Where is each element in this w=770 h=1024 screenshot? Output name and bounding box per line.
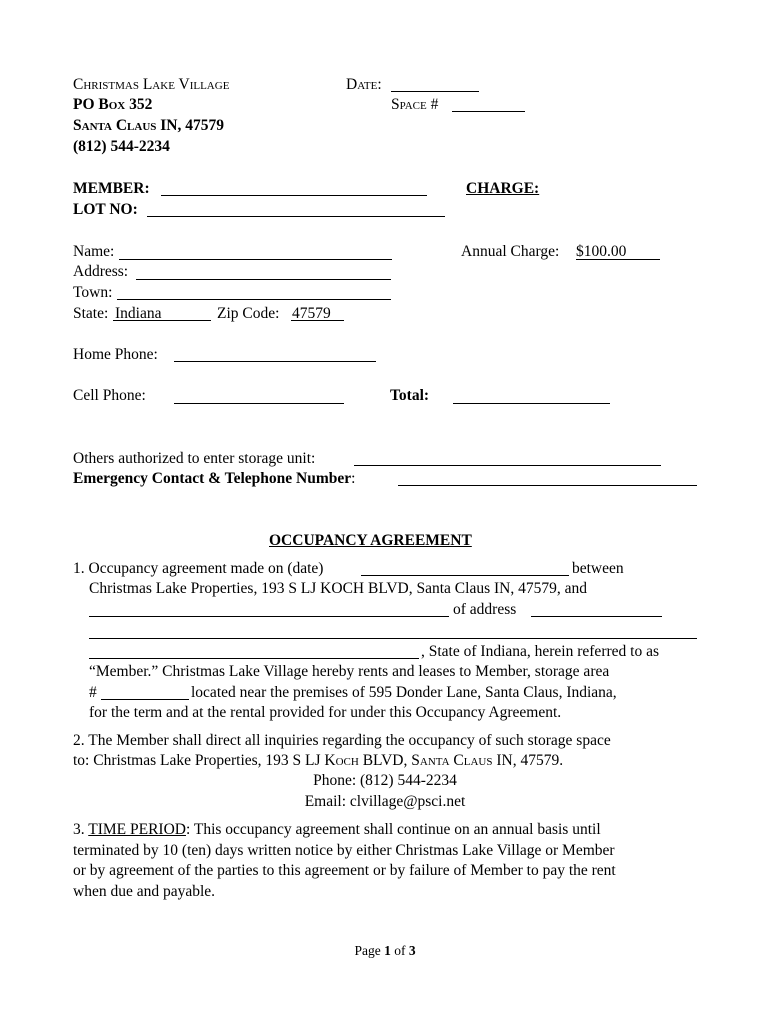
lot-label: LOT NO:	[73, 201, 138, 218]
charge-heading: CHARGE:	[466, 180, 540, 197]
annual-charge-underline	[576, 259, 660, 260]
cell-phone-field[interactable]	[174, 403, 344, 404]
p1-line8: for the term and at the rental provided for under this Occupancy Agreement.	[89, 704, 562, 721]
member-field[interactable]	[161, 195, 427, 196]
cell-phone-label: Cell Phone:	[73, 387, 146, 404]
space-field[interactable]	[452, 111, 525, 112]
p2-email: Email: clvillage@psci.net	[304, 793, 466, 810]
p1-line1-a: 1. Occupancy agreement made on (date)	[73, 560, 324, 577]
city-line: Santa Claus IN, 47579	[73, 117, 224, 134]
org-name: Christmas Lake Village	[73, 76, 230, 93]
others-field[interactable]	[354, 465, 661, 466]
p1-hash: #	[89, 684, 97, 701]
home-phone-label: Home Phone:	[73, 346, 158, 363]
p1-line5: , State of Indiana, herein referred to as	[421, 643, 659, 660]
org-phone: (812) 544-2234	[73, 138, 170, 155]
annual-charge-value: $100.00	[576, 243, 627, 260]
p2-line1: 2. The Member shall direct all inquiries regarding the occupancy of such storage space	[73, 732, 611, 749]
total-field[interactable]	[453, 403, 610, 404]
name-label: Name:	[73, 243, 115, 260]
address-label: Address:	[73, 263, 129, 280]
date-field[interactable]	[391, 91, 479, 92]
p1-line3: of address	[453, 601, 517, 618]
zip-value[interactable]: 47579	[292, 305, 331, 322]
space-label: Space #	[391, 96, 439, 113]
p1-line1-b: between	[572, 560, 624, 577]
address-field[interactable]	[136, 279, 391, 280]
p3-line4: when due and payable.	[73, 883, 216, 900]
home-phone-field[interactable]	[174, 361, 376, 362]
agreement-date-field[interactable]	[361, 575, 569, 576]
p1-line2: Christmas Lake Properties, 193 S LJ KOCH BLVD, Santa Claus IN, 47579, and	[89, 580, 587, 597]
member-name-field[interactable]	[89, 616, 449, 617]
town-field[interactable]	[117, 299, 391, 300]
p3-line2: terminated by 10 (ten) days written notice by either Christmas Lake Village or Member	[73, 842, 615, 859]
date-label: Date:	[346, 76, 382, 93]
p3-line3: or by agreement of the parties to this agreement or by failure of Member to pay the rent	[73, 862, 616, 879]
town-label: Town:	[73, 284, 113, 301]
emergency-field[interactable]	[398, 485, 697, 486]
p1-line7-b: located near the premises of 595 Donder Lane, Santa Claus, Indiana,	[191, 684, 617, 701]
state-value[interactable]: Indiana	[115, 305, 162, 322]
p2-line2: to: Christmas Lake Properties, 193 S LJ Koch BLVD, Santa Claus IN, 47579.	[73, 752, 564, 769]
p3-line1: 3. TIME PERIOD: This occupancy agreement shall continue on an annual basis until	[73, 821, 601, 838]
state-field[interactable]	[113, 320, 211, 321]
state-label: State:	[73, 305, 109, 322]
member-address-field[interactable]	[531, 616, 662, 617]
zip-field[interactable]	[291, 320, 344, 321]
storage-area-field[interactable]	[101, 699, 189, 700]
agreement-title: OCCUPANCY AGREEMENT	[269, 532, 472, 549]
time-period-heading: TIME PERIOD	[88, 821, 186, 838]
page-number: Page 1 of 3	[354, 943, 416, 958]
lot-field[interactable]	[147, 216, 445, 217]
p2-phone: Phone: (812) 544-2234	[313, 772, 457, 789]
member-address-field-2[interactable]	[89, 638, 697, 639]
name-field[interactable]	[119, 259, 392, 260]
zip-label: Zip Code:	[217, 305, 280, 322]
po-box: PO Box 352	[73, 96, 153, 113]
member-address-field-3[interactable]	[89, 658, 419, 659]
p1-line6: “Member.” Christmas Lake Village hereby rents and leases to Member, storage area	[89, 663, 610, 680]
emergency-label: Emergency Contact & Telephone Number:	[73, 470, 356, 487]
others-label: Others authorized to enter storage unit:	[73, 450, 316, 467]
total-label: Total:	[390, 387, 430, 404]
annual-charge-label: Annual Charge:	[461, 243, 560, 260]
member-label: MEMBER:	[73, 180, 150, 197]
